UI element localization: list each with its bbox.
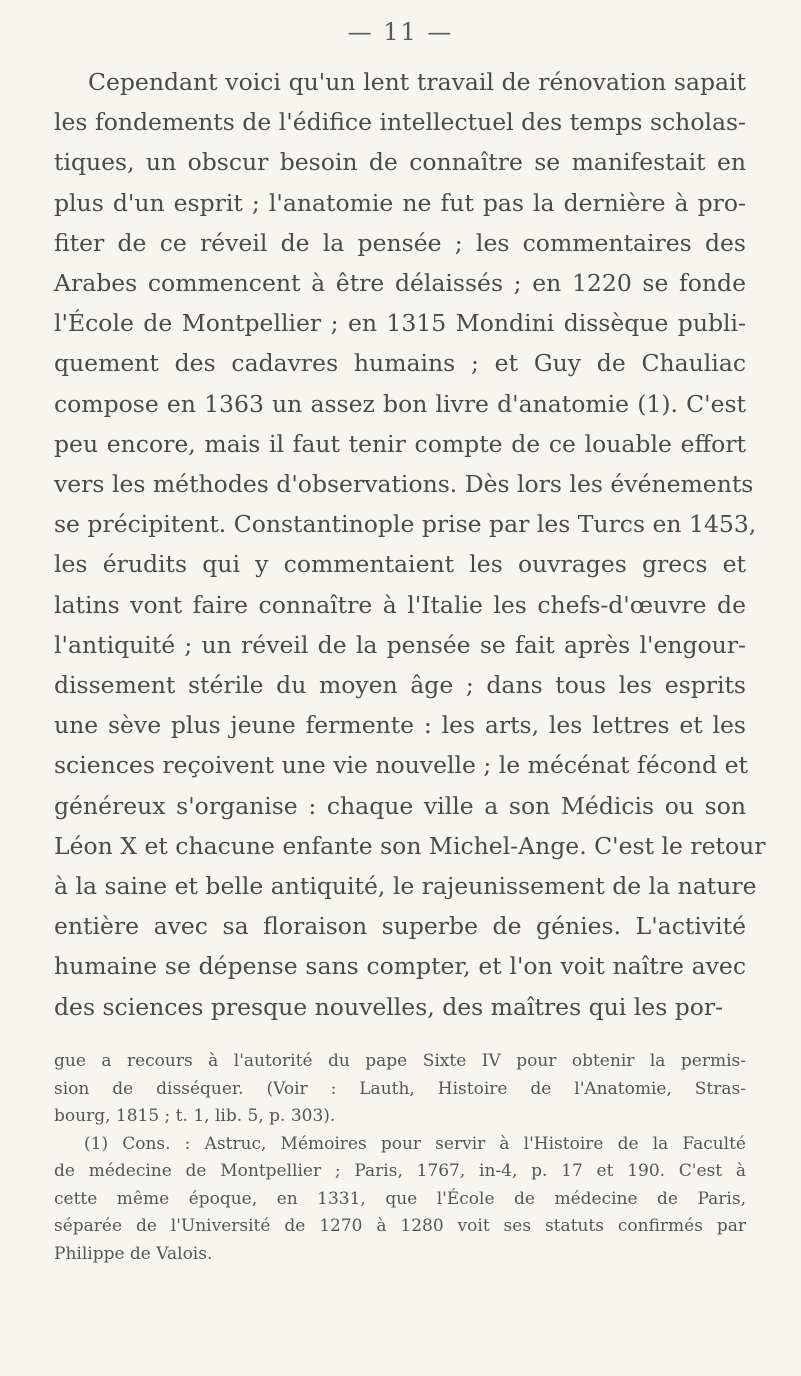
text-line: Arabes commencent à être délaissés ; en 1220 se fonde xyxy=(54,269,746,298)
footnote-line: sion de disséquer. (Voir : Lauth, Histoire de l'Anatomie, Stras- xyxy=(54,1078,746,1099)
text-line: humaine se dépense sans compter, et l'on voit naître avec xyxy=(54,952,746,981)
text-line: quement des cadavres humains ; et Guy de Chauliac xyxy=(54,349,746,378)
text-line: se précipitent. Constantinople prise par les Turcs en 1453, xyxy=(54,510,757,539)
text-line: l'antiquité ; un réveil de la pensée se fait après l'engour- xyxy=(54,630,746,659)
footnote-line: Philippe de Valois. xyxy=(54,1243,213,1264)
text-line: sciences reçoivent une vie nouvelle ; le mécénat fécond et xyxy=(54,751,748,780)
footnote-line: de médecine de Montpellier ; Paris, 1767, in-4, p. 17 et 190. C'est à xyxy=(54,1161,746,1181)
text-line: des sciences presque nouvelles, des maîtres qui les por- xyxy=(54,992,724,1021)
text-line: généreux s'organise : chaque ville a son Médicis ou son xyxy=(54,791,746,820)
text-line: Cependant voici qu'un lent travail de rénovation sapait xyxy=(88,68,746,96)
text-line: fiter de ce réveil de la pensée ; les commentaires des xyxy=(54,228,746,257)
text-line: les érudits qui y commentaient les ouvrages grecs et xyxy=(54,550,746,579)
text-line: Léon X et chacune enfante son Michel-Ange. C'est le retour xyxy=(54,831,766,860)
text-line: à la saine et belle antiquité, le rajeunissement de la nature xyxy=(54,872,757,901)
footnote-line: (1) Cons. : Astruc, Mémoires pour servir à l'Histoire de la Faculté xyxy=(84,1133,746,1154)
page-number: — 11 — xyxy=(347,18,454,46)
text-line: dissement stérile du moyen âge ; dans tous les esprits xyxy=(54,671,746,700)
text-line: vers les méthodes d'observations. Dès lors les événements xyxy=(54,470,754,499)
text-line: peu encore, mais il faut tenir compte de ce louable effort xyxy=(54,429,746,458)
text-line: plus d'un esprit ; l'anatomie ne fut pas la dernière à pro- xyxy=(54,188,746,217)
footnotes xyxy=(54,1048,746,1268)
footnote-line: bourg, 1815 ; t. 1, lib. 5, p. 303). xyxy=(54,1106,336,1126)
text-line: l'École de Montpellier ; en 1315 Mondini dissèque publi- xyxy=(54,309,746,338)
text-line: entière avec sa floraison superbe de génies. L'activité xyxy=(54,912,746,941)
footnote-line: gue a recours à l'autorité du pape Sixte IV pour obtenir la permis- xyxy=(54,1051,746,1071)
text-line: une sève plus jeune fermente : les arts, les lettres et les xyxy=(54,711,746,740)
text-line: les fondements de l'édifice intellectuel des temps scholas- xyxy=(54,108,746,137)
footnote-line: séparée de l'Université de 1270 à 1280 voit ses statuts confirmés par xyxy=(54,1216,746,1236)
text-line: latins vont faire connaître à l'Italie les chefs-d'œuvre de xyxy=(54,590,746,619)
text-line: compose en 1363 un assez bon livre d'anatomie (1). C'est xyxy=(54,389,746,418)
text-line: tiques, un obscur besoin de connaître se manifestait en xyxy=(54,148,746,177)
footnote-line: cette même époque, en 1331, que l'École de médecine de Paris, xyxy=(54,1188,746,1209)
main-text xyxy=(54,62,766,1027)
